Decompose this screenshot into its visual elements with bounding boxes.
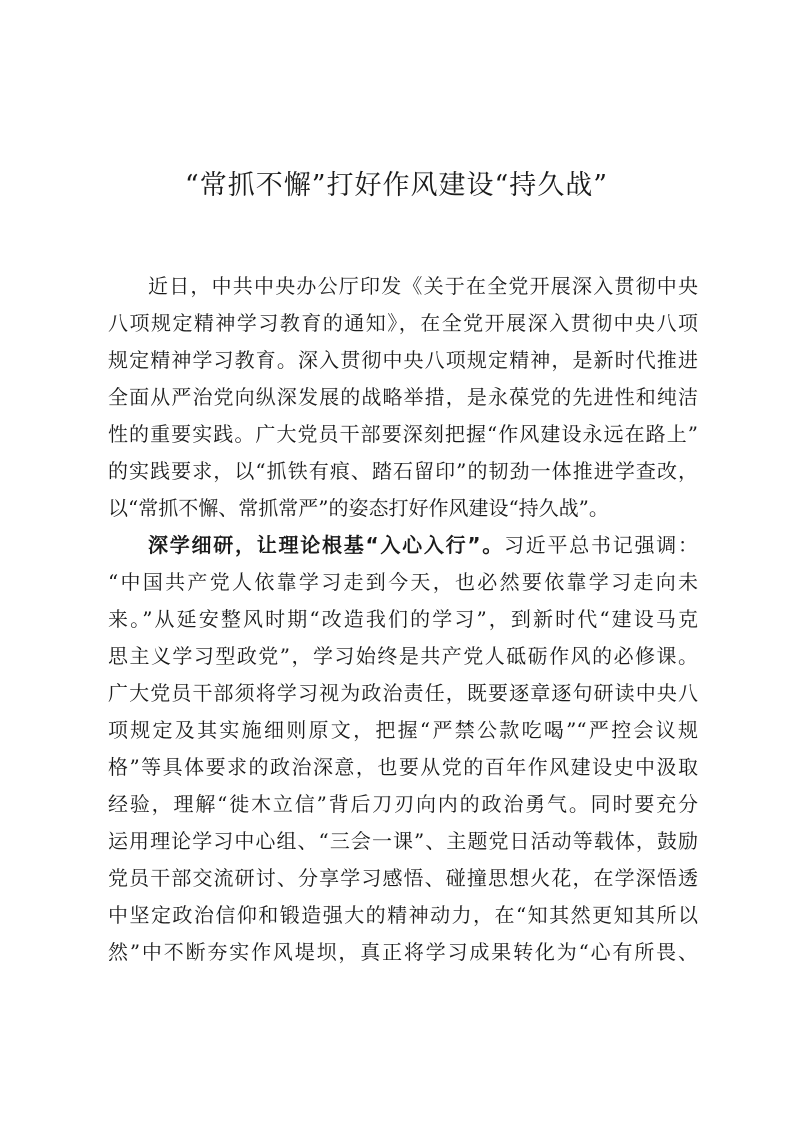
paragraph-1-line-3: 规定精神学习教育。深入贯彻中央八项规定精神，是新时代推进 (108, 348, 698, 372)
paragraph-1-line-4: 全面从严治党向纵深发展的战略举措，是永葆党的先进性和纯洁 (108, 385, 698, 409)
paragraph-2-line-1-text: 习近平总书记强调： (504, 533, 699, 557)
paragraph-1-line-1: 近日，中共中央办公厅印发《关于在全党开展深入贯彻中央 (148, 274, 698, 298)
paragraph-2-line-11: 中坚定政治信仰和锻造强大的精神动力，在“知其然更知其所以 (108, 903, 698, 927)
paragraph-2-line-5: 广大党员干部须将学习视为政治责任，既要逐章逐句研读中央八 (108, 681, 698, 705)
paragraph-2-line-10: 党员干部交流研讨、分享学习感悟、碰撞思想火花，在学深悟透 (108, 866, 698, 890)
paragraph-2-line-2: “中国共产党人依靠学习走到今天，也必然要依靠学习走向未 (108, 570, 698, 594)
paragraph-1-line-7: 以“常抓不懈、常抓常严”的姿态打好作风建设“持久战”。 (108, 496, 609, 520)
paragraph-2-line-6: 项规定及其实施细则原文，把握“严禁公款吃喝”“严控会议规 (108, 718, 698, 742)
paragraph-1-line-2: 八项规定精神学习教育的通知》，在全党开展深入贯彻中央八项 (108, 311, 698, 335)
paragraph-2-line-12: 然”中不断夯实作风堤坝，真正将学习成果转化为“心有所畏、 (108, 940, 698, 964)
paragraph-2-line-1 (108, 527, 698, 564)
paragraph-2-line-7: 格”等具体要求的政治深意，也要从党的百年作风建设史中汲取 (108, 755, 698, 779)
paragraph-1-line-5: 性的重要实践。广大党员干部要深刻把握“作风建设永远在路上” (108, 422, 698, 446)
paragraph-2-line-8: 经验，理解“徙木立信”背后刀刃向内的政治勇气。同时要充分 (108, 792, 698, 816)
paragraph-1-line-6: 的实践要求，以“抓铁有痕、踏石留印”的韧劲一体推进学查改， (108, 459, 698, 483)
document-body (108, 268, 698, 971)
paragraph-2-line-3: 来。”从延安整风时期“改造我们的学习”，到新时代“建设马克 (108, 607, 698, 631)
paragraph-2-line-4: 思主义学习型政党”，学习始终是共产党人砥砺作风的必修课。 (108, 644, 698, 668)
section-heading: 深学细研，让理论根基“入心入行”。 (148, 533, 505, 557)
paragraph-2-line-9: 运用理论学习中心组、“三会一课”、主题党日活动等载体，鼓励 (108, 829, 698, 853)
document-title: “常抓不懈”打好作风建设“持久战” (184, 170, 609, 201)
